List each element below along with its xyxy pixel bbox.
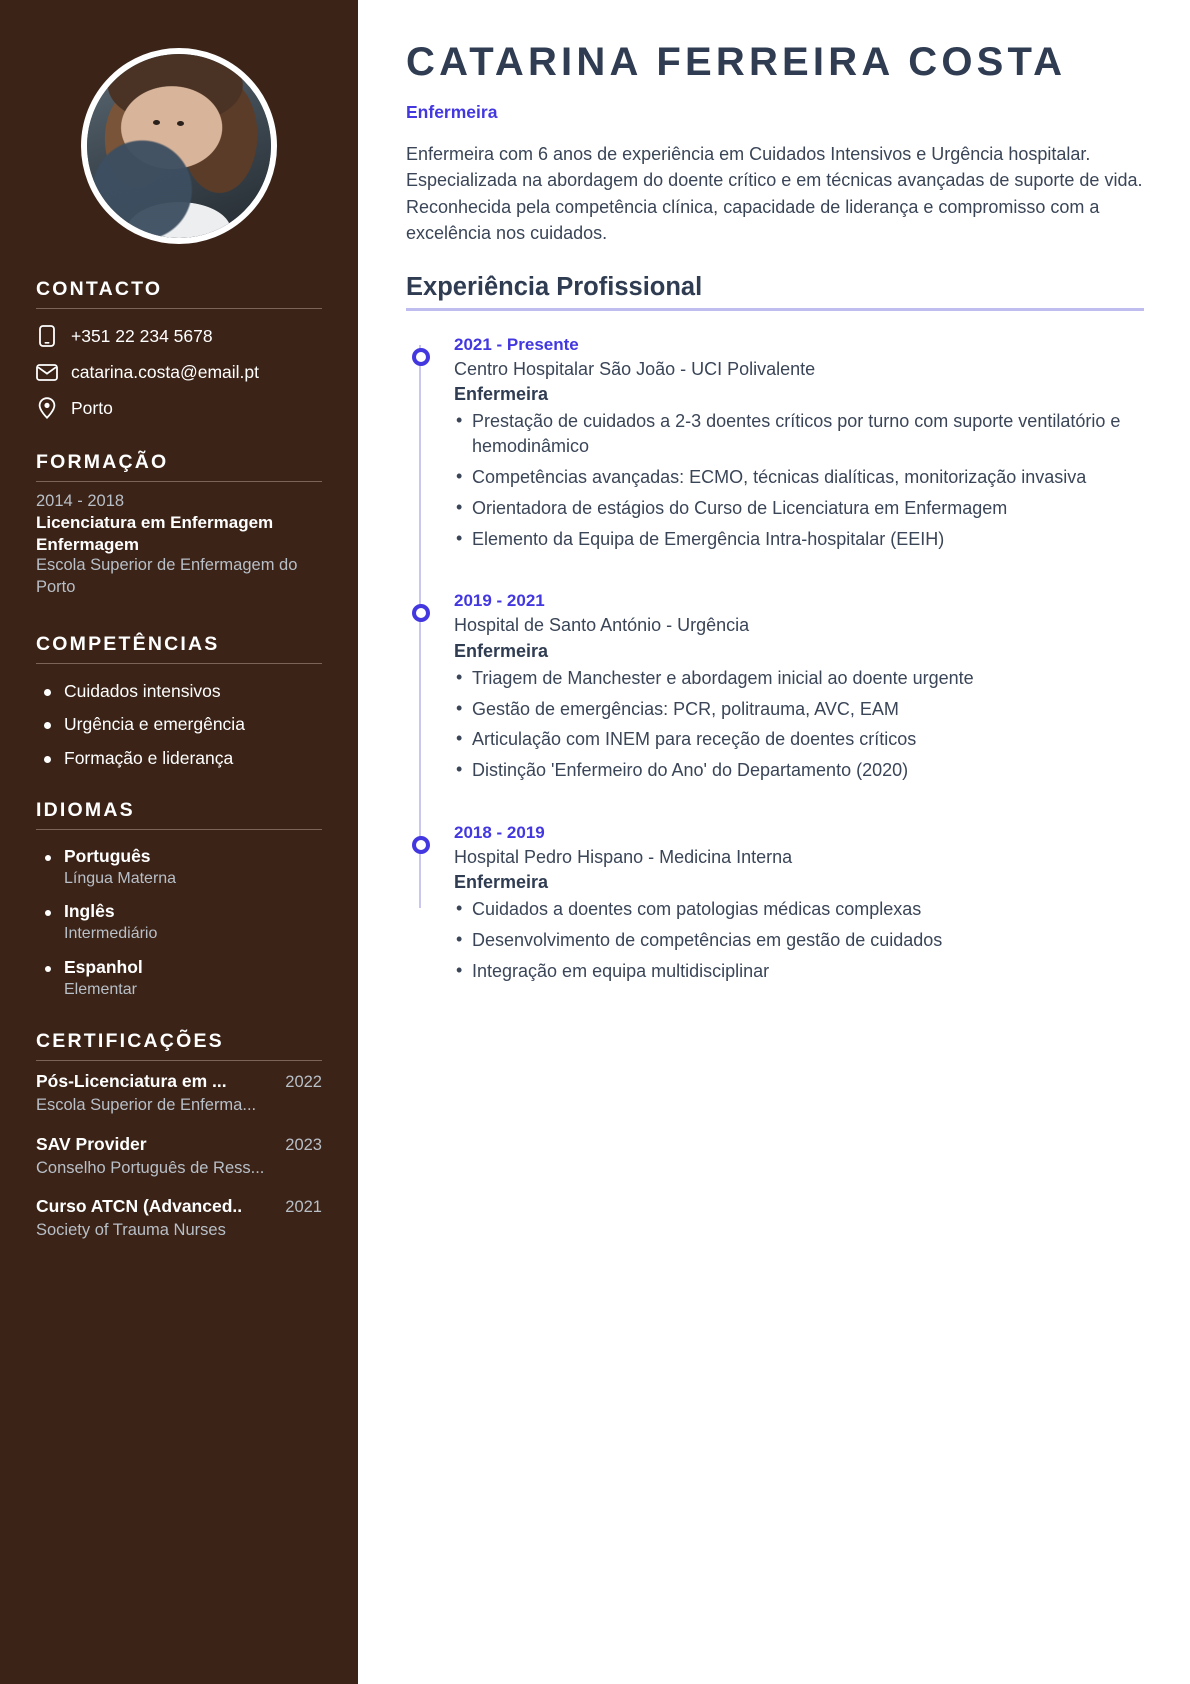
avatar-container (0, 0, 358, 278)
contact-email-value: catarina.costa@email.pt (71, 361, 259, 382)
sidebar (0, 0, 358, 1684)
education-heading: FORMAÇÃO (36, 451, 169, 473)
certification-item (36, 1196, 322, 1241)
experience-bullet: • Integração em equipa multidisciplinar (454, 959, 1144, 984)
language-level: Intermediário (64, 925, 158, 943)
language-item (36, 846, 322, 889)
experience-company: Hospital de Santo António - Urgência (454, 615, 750, 636)
certification-header (36, 1134, 322, 1155)
language-name: Espanhol (64, 956, 143, 977)
languages-list (36, 846, 322, 1000)
experience-role: Enfermeira (454, 872, 549, 893)
contact-phone[interactable] (36, 325, 322, 347)
skills-divider (36, 663, 322, 664)
contact-divider (36, 308, 322, 309)
languages-divider (36, 829, 322, 830)
experience-bullet: • Gestão de emergências: PCR, politrauma, AVC, EAM (454, 697, 1144, 722)
skills-section (0, 633, 358, 770)
languages-section (0, 799, 358, 1000)
email-icon (36, 361, 58, 383)
experience-company: Hospital Pedro Hispano - Medicina Interna (454, 847, 793, 868)
location-icon (36, 397, 58, 419)
experience-bullet: • Competências avançadas: ECMO, técnicas dialíticas, monitorização invasiva (454, 465, 1144, 490)
certification-name: Pós-Licenciatura em ... (36, 1071, 227, 1092)
experience-divider (406, 308, 1144, 311)
education-item (36, 490, 322, 599)
contact-location[interactable] (36, 397, 322, 419)
timeline-dot-icon (412, 836, 430, 854)
experience-bullet: • Desenvolvimento de competências em gestão de cuidados (454, 928, 1144, 953)
certifications-section (0, 1030, 358, 1241)
experience-dates: 2019 - 2021 (454, 591, 545, 611)
education-school: Escola Superior de Enfermagem do Porto (36, 556, 298, 596)
avatar (81, 48, 277, 244)
experience-bullets (454, 409, 1144, 551)
experience-bullet: • Elemento da Equipa de Emergência Intra-hospitalar (EEIH) (454, 527, 1144, 552)
contact-heading: CONTACTO (36, 278, 163, 300)
experience-dates: 2021 - Presente (454, 334, 579, 354)
experience-role: Enfermeira (454, 640, 549, 661)
phone-icon (36, 325, 58, 347)
contact-location-value: Porto (71, 397, 113, 418)
contact-email[interactable] (36, 361, 322, 383)
certification-item (36, 1071, 322, 1116)
skills-heading: COMPETÊNCIAS (36, 632, 220, 655)
experience-bullets (454, 897, 1144, 983)
experience-role: Enfermeira (454, 384, 549, 405)
certification-year: 2023 (285, 1135, 322, 1154)
certification-name: SAV Provider (36, 1133, 147, 1154)
certification-org: Escola Superior de Enferma... (36, 1096, 257, 1115)
certification-item (36, 1134, 322, 1179)
education-dates: 2014 - 2018 (36, 492, 125, 510)
timeline-dot-icon (412, 604, 430, 622)
experience-bullet: • Cuidados a doentes com patologias médicas complexas (454, 897, 1144, 922)
experience-section-title: Experiência Profissional (406, 272, 703, 301)
language-name: Português (64, 845, 151, 866)
skills-list (36, 680, 322, 770)
skill-item: Formação e liderança (36, 747, 322, 770)
language-level: Língua Materna (64, 869, 177, 887)
experience-item (454, 591, 1144, 783)
experience-item (454, 335, 1144, 552)
education-degree: Licenciatura em Enfermagem Enfermagem (36, 513, 274, 554)
timeline-dot-icon (412, 348, 430, 366)
education-divider (36, 481, 322, 482)
contact-phone-value: +351 22 234 5678 (71, 325, 213, 346)
experience-company: Centro Hospitalar São João - UCI Polivalente (454, 358, 816, 379)
contact-section (0, 278, 358, 419)
experience-item (454, 823, 1144, 984)
job-title: Enfermeira (406, 102, 498, 122)
certification-year: 2021 (285, 1197, 322, 1216)
experience-bullet: • Distinção 'Enfermeiro do Ano' do Departamento (2020) (454, 758, 1144, 783)
certifications-heading: CERTIFICAÇÕES (36, 1030, 224, 1053)
page-title: CATARINA FERREIRA COSTA (406, 40, 1067, 84)
certification-name: Curso ATCN (Advanced.. (36, 1195, 243, 1216)
skill-item: Cuidados intensivos (36, 680, 322, 703)
experience-timeline (406, 335, 1144, 984)
certification-year: 2022 (285, 1073, 322, 1092)
experience-bullet: • Articulação com INEM para receção de doentes críticos (454, 727, 1144, 752)
language-item (36, 957, 322, 1000)
avatar-photo (87, 54, 271, 238)
education-section (0, 451, 358, 599)
languages-heading: IDIOMAS (36, 798, 135, 821)
language-name: Inglês (64, 901, 115, 922)
experience-bullet: • Orientadora de estágios do Curso de Licenciatura em Enfermagem (454, 496, 1144, 521)
professional-summary: Enfermeira com 6 anos de experiência em Cuidados Intensivos e Urgência hospitalar. Especializada na abordagem do doente crítico e em técnicas avançadas de suporte de vida. Reconhecida pela competência clínica, capacidade de liderança e compromisso com a excelência nos cuidados. (406, 144, 1143, 244)
experience-bullet: • Prestação de cuidados a 2-3 doentes críticos por turno com suporte ventilatório e hemodinâmico (454, 409, 1144, 459)
certification-org: Society of Trauma Nurses (36, 1220, 226, 1239)
main-content (358, 0, 1190, 1684)
contact-list (36, 325, 322, 419)
experience-bullet: • Triagem de Manchester e abordagem inicial ao doente urgente (454, 666, 1144, 691)
experience-dates: 2018 - 2019 (454, 823, 545, 843)
language-level: Elementar (64, 980, 137, 998)
certification-header (36, 1071, 322, 1092)
experience-bullets (454, 666, 1144, 783)
skill-item: Urgência e emergência (36, 713, 322, 736)
certifications-divider (36, 1060, 322, 1061)
language-item (36, 901, 322, 944)
certification-header (36, 1196, 322, 1217)
certification-org: Conselho Português de Ress... (36, 1158, 265, 1177)
